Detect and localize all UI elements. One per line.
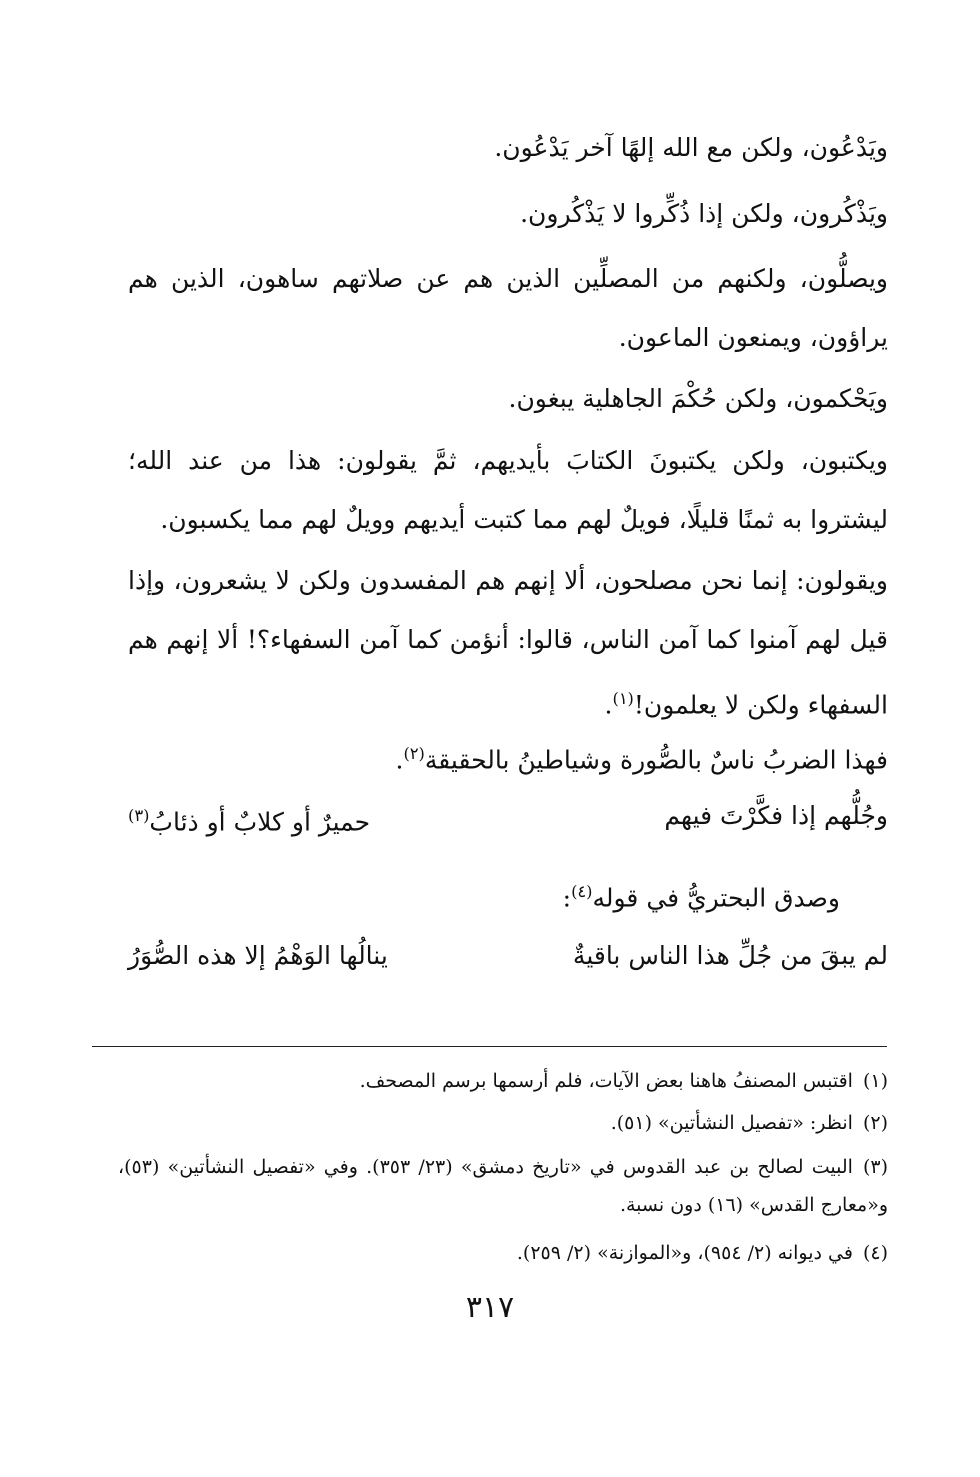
paragraph-4: ويَحْكمون، ولكن حُكْمَ الجاهلية يبغون. xyxy=(508,384,888,413)
footnote-4-text: في ديوانه (٢/ ٩٥٤)، و«الموازنة» (٢/ ٢٥٩). xyxy=(516,1242,853,1264)
verse-1 xyxy=(128,796,888,842)
footnote-separator xyxy=(92,1046,887,1047)
verse-1-second-text: حميرٌ أو كلابٌ أو ذئابُ xyxy=(149,807,371,837)
footnote-2 xyxy=(118,1104,888,1142)
paragraph-6: ويقولون: إنما نحن مصلحون، ألا إنهم هم المفسدون ولكن لا يشعرون، وإذا قيل لهم آمنوا كما آمن الناس، قالوا: أنؤمن كما آمن السفهاء؟! ألا إنهم هم السفهاء ولكن لا يعلمون!$^{(١)}$. xyxy=(128,566,888,720)
paragraph-1: ويَدْعُون، ولكن مع الله إلهًا آخر يَدْعُون. xyxy=(494,133,888,162)
footnote-3 xyxy=(118,1148,888,1224)
footnote-marker-2: (٢) xyxy=(403,744,425,763)
paragraph-3: ويصلُّون، ولكنهم من المصلِّين الذين هم عن صلاتهم ساهون، الذين هم يراؤون، ويمنعون الماعون. xyxy=(128,264,888,352)
footnote-marker-4: (٤) xyxy=(571,882,593,901)
footnote-3-number: (٣) xyxy=(862,1156,888,1178)
intro-text: وصدق البحتريُّ في قوله xyxy=(592,883,840,913)
paragraph-2: ويَذْكُرون، ولكن إذا ذُكِّروا لا يَذْكُرون. xyxy=(520,199,888,228)
footnote-1-text: اقتبس المصنفُ هاهنا بعض الآيات، فلم أرسمها برسم المصحف. xyxy=(359,1070,853,1092)
intro-line: وصدق البحتريُّ في قوله$^{(٤)}$: xyxy=(562,882,840,913)
verse-2 xyxy=(128,936,888,976)
paragraph-7-text: فهذا الضربُ ناسٌ بالصُّورة وشياطينُ بالحقيقة xyxy=(424,745,888,775)
verse-1-first-hemistich: وجُلُّهم إذا فكَّرْتَ فيهم xyxy=(664,801,888,830)
verse-1-second-hemistich xyxy=(128,796,370,842)
verse-2-first-hemistich: لم يبقَ من جُلِّ هذا الناس باقيةٌ xyxy=(572,941,888,970)
footnote-marker-1: (١) xyxy=(612,689,634,708)
paragraph-6-text: ويقولون: إنما نحن مصلحون، ألا إنهم هم المفسدون ولكن لا يشعرون، وإذا قيل لهم آمنوا كما آمن الناس، قالوا: أنؤمن كما آمن السفهاء؟! ألا إنهم هم السفهاء ولكن لا يعلمون! xyxy=(128,566,888,720)
paragraph-5: ويكتبون، ولكن يكتبونَ الكتابَ بأيديهم، ثمَّ يقولون: هذا من عند الله؛ ليشتروا به ثمنًا قليلًا، فويلٌ لهم مما كتبت أيديهم وويلٌ لهم مما يكسبون. xyxy=(128,446,888,534)
footnote-1-number: (١) xyxy=(862,1070,888,1092)
page-number: ٣١٧ xyxy=(465,1290,515,1325)
footnote-4 xyxy=(118,1234,888,1272)
footnote-4-number: (٤) xyxy=(862,1242,888,1264)
footnote-1 xyxy=(118,1062,888,1100)
footnote-3-text: البيت لصالح بن عبد القدوس في «تاريخ دمشق» (٢٣/ ٣٥٣). وفي «تفصيل النشأتين» (٥٣)، و«معارج القدس» (١٦) دون نسبة. xyxy=(118,1156,888,1216)
footnote-marker-3: (٣) xyxy=(128,806,150,825)
footnote-2-text: انظر: «تفصيل النشأتين» (٥١). xyxy=(610,1112,853,1134)
verse-2-second-hemistich: ينالُها الوَهْمُ إلا هذه الصُّوَرُ xyxy=(128,941,388,970)
paragraph-7: فهذا الضربُ ناسٌ بالصُّورة وشياطينُ بالحقيقة$^{(٢)}$. xyxy=(395,744,888,775)
footnote-2-number: (٢) xyxy=(862,1112,888,1134)
